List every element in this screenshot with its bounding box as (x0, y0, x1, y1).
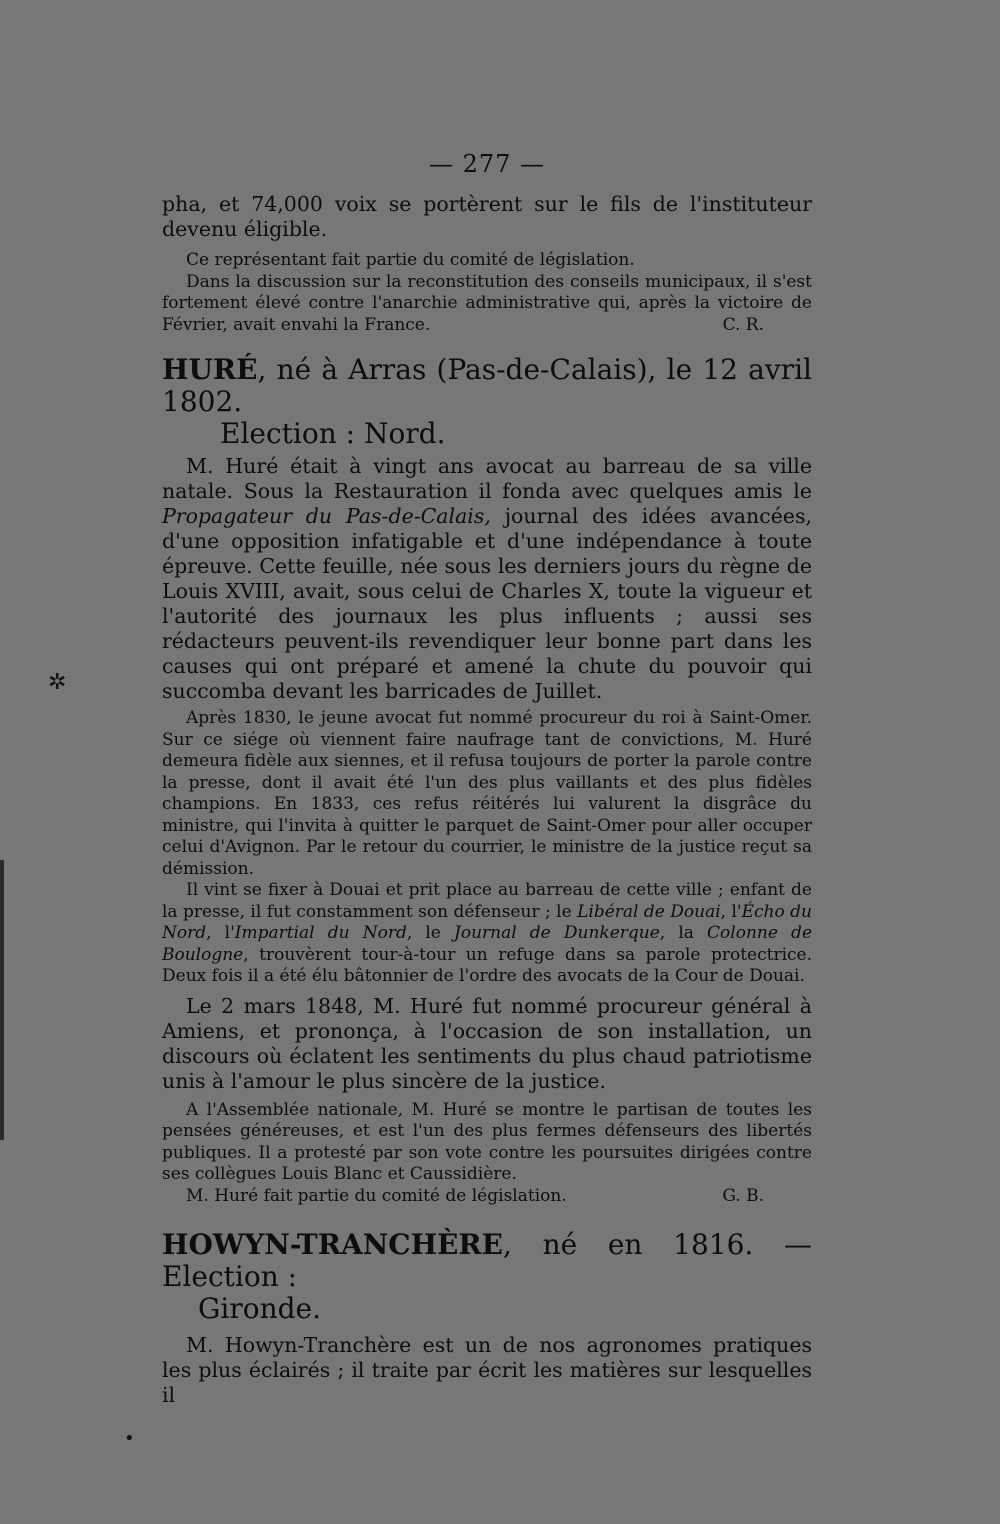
paragraph-howyn-bio: M. Howyn-Tranchère est un de nos agronomes pratiques les plus éclairés ; il traite par écrit les matières sur lesquelles il (162, 1333, 812, 1407)
text-run: Il vint se fixer à Douai et prit place au barreau de cette ville ; enfant de la presse, il fut constamment son défenseur ; le (162, 880, 812, 922)
text-run: , le (406, 923, 455, 943)
entry-election: Election : Nord. (220, 417, 446, 450)
paragraph-committee: Ce représentant fait partie du comité de législation. (186, 250, 635, 270)
text-run: , l' (206, 923, 235, 943)
book-page (162, 150, 812, 1408)
author-initials: G. B. (722, 1185, 764, 1206)
paragraph-continuation: pha, et 74,000 voix se portèrent sur le fils de l'instituteur devenu éligible. (162, 192, 812, 241)
paragraph-discussion (162, 272, 812, 337)
journal-title: Impartial du Nord (234, 923, 407, 943)
margin-ink-dot: • (124, 1428, 135, 1449)
entry-birth: , né en 1816. — Election : (162, 1228, 812, 1293)
entry-name: HURÉ (162, 353, 258, 386)
entry-election: Gironde. (198, 1292, 321, 1325)
paragraph-committee-2 (162, 1186, 812, 1208)
journal-title: Journal de Dunkerque (454, 923, 660, 943)
journal-title: Libéral de Douai (577, 901, 721, 922)
paragraph-committee-2-text: M. Huré fait partie du comité de législation. (186, 1185, 567, 1206)
entry-birth: , né à Arras (Pas-de-Calais), le 12 avril 1802. (162, 353, 812, 418)
text-run: , trouvèrent tour-à-tour un refuge dans sa parole protectrice. Deux fois il a été élu bâtonnier de l'ordre des avocats de la Cour de Douai. (162, 944, 812, 986)
journal-title: Propagateur du Pas-de-Calais, (162, 504, 491, 528)
paragraph-hure-bio (162, 454, 812, 704)
text-run: journal des idées avancées, d'une opposition infatigable et d'une indépendance à toute épreuve. Cette feuille, née sous les derniers jours du règne de Louis XVIII, avait, sous celui de Charles X, toute la vigueur et l'autorité des journaux les plus influents ; aussi ses rédacteurs peuvent-ils revendiquer leur bonne part dans les causes qui ont préparé et amené la chute du pouvoir qui succomba devant les barricades de Juillet. (162, 504, 812, 703)
journal-title: Colonne de Boulogne (162, 923, 812, 965)
entry-name: HOWYN-TRANCHÈRE (162, 1228, 503, 1261)
text-run: , l' (720, 901, 742, 922)
page-number: — 277 — (428, 150, 546, 178)
author-initials: C. R. (722, 314, 764, 335)
paragraph-amiens: Le 2 mars 1848, M. Huré fut nommé procureur général à Amiens, et prononça, à l'occasion de son installation, un discours où éclatent les sentiments du plus chaud patriotisme unis à l'amour le plus sincère de la justice. (162, 993, 812, 1093)
margin-ink-mark: ✲ (48, 670, 67, 695)
entry-heading-howyn (162, 1229, 812, 1325)
scan-edge-shadow (0, 860, 4, 1140)
paragraph-assembly: A l'Assemblée nationale, M. Huré se montre le partisan de toutes les pensées généreuses, et est l'un des plus fermes défenseurs des libertés publiques. Il a protesté par son vote contre les poursuites dirigées contre ses collègues Louis Blanc et Caussidière. (162, 1099, 812, 1184)
entry-heading-hure (162, 354, 812, 450)
paragraph-douai (162, 880, 812, 988)
text-run: M. Huré était à vingt ans avocat au barreau de sa ville natale. Sous la Restauration il fonda avec quelques amis le (162, 454, 812, 503)
paragraph-discussion-text: Dans la discussion sur la reconstitution des conseils municipaux, il s'est fortement élevé contre l'anarchie administrative qui, après la victoire de Février, avait envahi la France. (162, 271, 812, 335)
paragraph-saint-omer: Après 1830, le jeune avocat fut nommé procureur du roi à Saint-Omer. Sur ce siége où viennent faire naufrage tant de convictions, M. Huré demeura fidèle aux siennes, et il refusa toujours de porter la parole contre la presse, dont il avait été l'un des plus vaillants et des plus fidèles champions. En 1833, ces refus réitérés lui valurent la disgrâce du ministre, qui l'invita à quitter le parquet de Saint-Omer pour aller occuper celui d'Avignon. Par le retour du courrier, le ministre de la justice reçut sa démission. (162, 708, 812, 879)
text-run: , la (659, 923, 708, 943)
journal-title: Écho du Nord (162, 901, 812, 943)
